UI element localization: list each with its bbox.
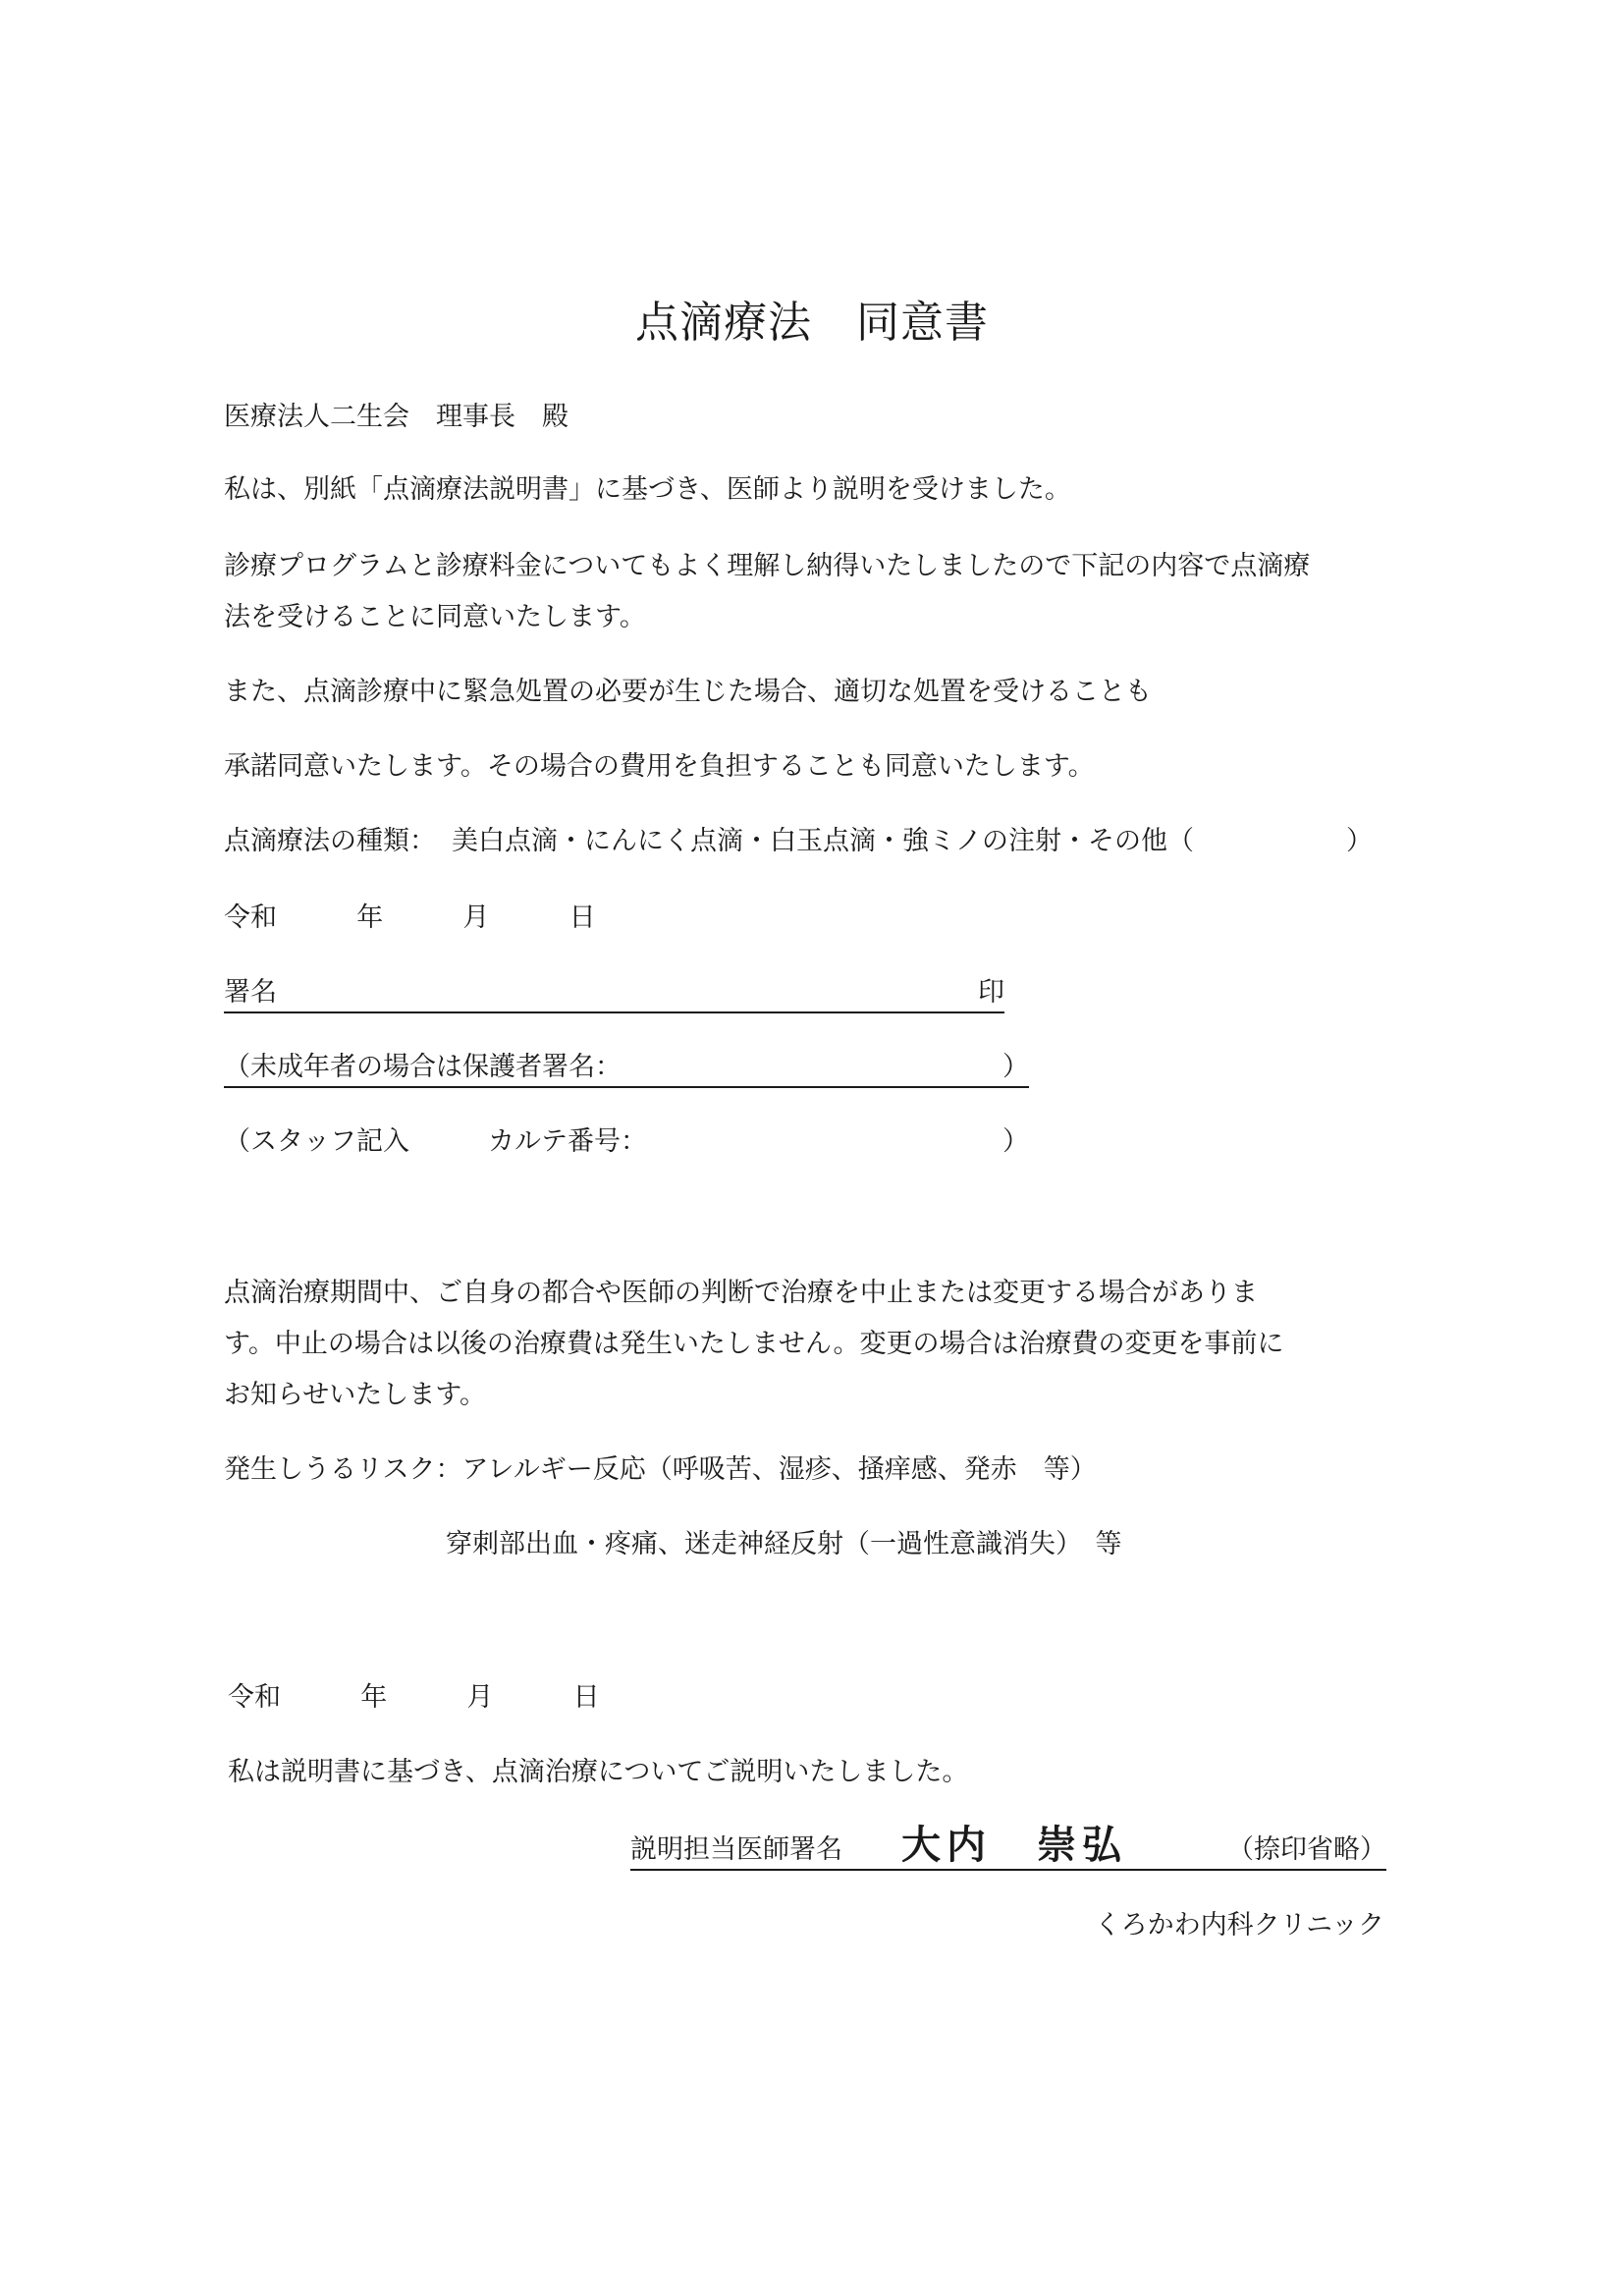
treatment-types-options: 美白点滴・にんにく点滴・白玉点滴・強ミノの注射・その他（ xyxy=(452,826,1194,856)
signature-row xyxy=(224,976,1004,1013)
treatment-types-label: 点滴療法の種類： xyxy=(224,826,436,856)
risks-line1: 発生しうるリスク：アレルギー反応（呼吸苦、湿疹、掻痒感、発赤 等） xyxy=(224,1454,1097,1485)
date-day-label: 日 xyxy=(572,1682,600,1713)
doctor-signature: 大内 崇弘 xyxy=(901,1822,1127,1868)
doctor-date-row xyxy=(228,1681,600,1715)
seal-omitted-note: （捺印省略） xyxy=(1227,1834,1386,1865)
date-day-label: 日 xyxy=(568,902,596,933)
date-era: 令和 xyxy=(224,902,277,933)
clinic-name: くろかわ内科クリニック xyxy=(1094,1910,1384,1940)
treatment-other-close: ） xyxy=(1346,826,1373,856)
risks-line2: 穿刺部出血・疼痛、迷走神経反射（一過性意識消失） 等 xyxy=(446,1529,1122,1559)
doctor-signature-row xyxy=(630,1822,1386,1871)
notice-line3: お知らせいたします。 xyxy=(224,1380,487,1410)
paragraph-consent-line1: 診療プログラムと診療料金についてもよく理解し納得いたしましたので下記の内容で点滴療 xyxy=(224,551,1311,581)
patient-date-row xyxy=(224,902,596,935)
chart-number-label: カルテ番号： xyxy=(488,1126,647,1157)
addressee: 医療法人二生会 理事長 殿 xyxy=(224,402,568,432)
paragraph-explanation-received: 私は、別紙「点滴療法説明書」に基づき、医師より説明を受けました。 xyxy=(224,474,1071,505)
doctor-signature-label: 説明担当医師署名 xyxy=(630,1834,842,1865)
guardian-signature-row xyxy=(224,1051,1029,1088)
date-era: 令和 xyxy=(228,1682,281,1713)
explanation-statement: 私は説明書に基づき、点滴治療についてご説明いたしました。 xyxy=(228,1757,969,1787)
seal-mark: 印 xyxy=(978,977,1004,1008)
date-year-label: 年 xyxy=(360,1682,388,1713)
paragraph-consent-line2: 法を受けることに同意いたします。 xyxy=(224,602,646,632)
staff-close: ） xyxy=(1002,1126,1029,1157)
staff-row xyxy=(224,1125,1029,1159)
treatment-types-row xyxy=(224,825,1373,858)
guardian-close: ） xyxy=(1002,1052,1029,1082)
guardian-label: （未成年者の場合は保護者署名： xyxy=(224,1052,622,1082)
signature-label: 署名 xyxy=(224,977,277,1008)
notice-line2: す。中止の場合は以後の治療費は発生いたしません。変更の場合は治療費の変更を事前に xyxy=(224,1329,1284,1359)
document-title: 点滴療法 同意書 xyxy=(635,298,989,348)
paragraph-emergency-line1: また、点滴診療中に緊急処置の必要が生じた場合、適切な処置を受けることも xyxy=(224,677,1152,707)
date-month-label: 月 xyxy=(466,1682,494,1713)
staff-label: （スタッフ記入 xyxy=(224,1126,409,1157)
paragraph-emergency-line2: 承諾同意いたします。その場合の費用を負担することも同意いたします。 xyxy=(224,751,1095,782)
notice-line1: 点滴治療期間中、ご自身の都合や医師の判断で治療を中止または変更する場合がありま xyxy=(224,1278,1258,1308)
date-month-label: 月 xyxy=(462,902,490,933)
date-year-label: 年 xyxy=(356,902,384,933)
